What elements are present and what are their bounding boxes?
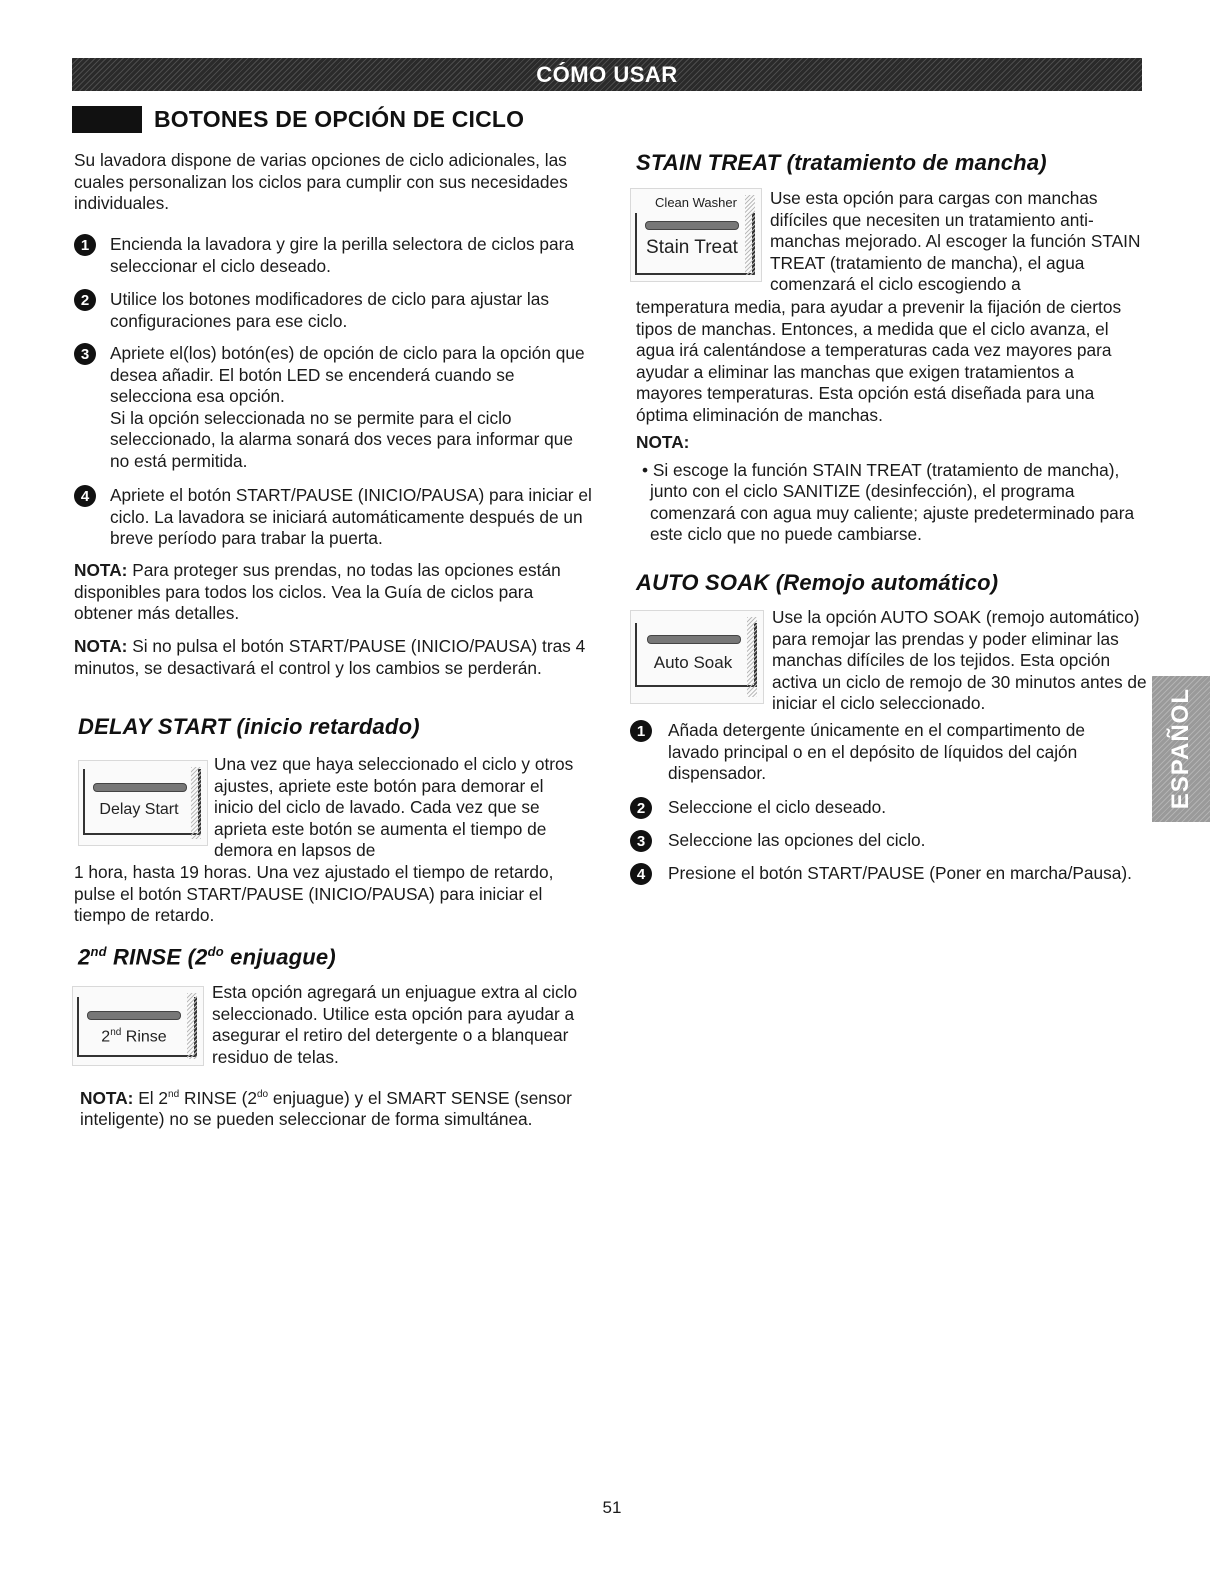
intro-paragraph: Su lavadora dispone de varias opciones de ciclo adicionales, las cuales personalizan los ciclos para cumplir con sus necesidades individuales. — [74, 150, 568, 214]
second-rinse-button-illustration — [72, 986, 204, 1066]
section-banner — [72, 58, 1142, 91]
delay-start-side-text: Una vez que haya seleccionado el ciclo y otros ajustes, apriete este botón para demorar el inicio del ciclo de lavado. Cada vez que se aprieta este botón se aumenta el tiempo de demora en lapsos de — [214, 754, 574, 861]
button-frame-icon — [635, 213, 755, 275]
stain-treat-text: temperatura media, para ayudar a prevenir la fijación de ciertos tipos de manchas. Entonces, a medida que el ciclo avanza, el agua irá calentándose a temperaturas cada vez mayores para ayudar a eliminar las manchas que exigen tratamientos a mayores temperaturas. Esta opción está diseñada para una óptima eliminación de manchas. — [636, 297, 1122, 425]
list-item — [630, 863, 1140, 885]
step-number-icon: 3 — [630, 830, 652, 852]
step-number-icon: 2 — [74, 289, 96, 311]
note-label: NOTA: — [636, 432, 690, 452]
step-text: Seleccione las opciones del ciclo. — [668, 830, 926, 850]
delay-start-text-block — [74, 862, 594, 927]
button-shade-icon — [747, 617, 757, 697]
section-heading — [72, 106, 524, 133]
second-rinse-text: Esta opción agregará un enjuague extra al ciclo seleccionado. Utilice esta opción para ayudar a asegurar el retiro del detergente o a blanquear residuo de telas. — [212, 982, 578, 1067]
step-number-icon: 4 — [74, 485, 96, 507]
button-label: Stain Treat — [646, 237, 738, 258]
delay-start-text: 1 hora, hasta 19 horas. Una vez ajustado el tiempo de retardo, pulse el botón START/PAUSE (INICIO/PAUSA) para iniciar el tiempo de retardo. — [74, 862, 554, 926]
step-number-icon: 4 — [630, 863, 652, 885]
note-bullet: • Si escoge la función STAIN TREAT (tratamiento de mancha), junto con el ciclo SANITIZE (desinfección), el programa comenzará con agua muy caliente; ajuste predeterminado para este ciclo que no puede cambiarse. — [642, 459, 1135, 545]
note-text: Si no pulsa el botón START/PAUSE (INICIO/PAUSA) tras 4 minutos, se desactivará el control y los cambios se perderán. — [74, 636, 586, 678]
list-item — [630, 830, 1140, 852]
note-label: NOTA: — [74, 636, 128, 656]
delay-start-side-text-block — [214, 754, 584, 862]
auto-soak-button-illustration — [630, 610, 764, 704]
delay-start-button-illustration — [78, 760, 208, 846]
button-shade-icon — [191, 767, 201, 839]
list-item — [74, 485, 594, 550]
list-item — [630, 797, 1140, 819]
list-item — [74, 343, 594, 473]
step-text: Añada detergente únicamente en el compartimento de lavado principal o en el depósito de líquidos del cajón dispensador. — [668, 720, 1085, 784]
list-item — [630, 720, 1140, 785]
step-text-continued: Si la opción seleccionada no se permite para el ciclo seleccionado, la alarma sonará dos veces para informar que no está permitida. — [110, 407, 574, 471]
step-text: Apriete el(los) botón(es) de opción de ciclo para la opción que desea añadir. El botón LED se encenderá cuando se selecciona esa opción. — [110, 343, 585, 407]
heading-bar — [72, 106, 142, 133]
language-label: ESPAÑOL — [1167, 688, 1194, 810]
stain-treat-button-illustration — [630, 188, 762, 282]
note-label: NOTA: — [74, 560, 128, 580]
note-block — [74, 560, 594, 625]
list-item — [74, 234, 594, 277]
auto-soak-side-text-block — [772, 607, 1154, 715]
button-frame-icon — [77, 997, 197, 1057]
step-number-icon: 2 — [630, 797, 652, 819]
note-paragraph — [74, 636, 594, 679]
note-paragraph — [74, 560, 594, 625]
step-text: Presione el botón START/PAUSE (Poner en marcha/Pausa). — [668, 863, 1132, 883]
step-number-icon: 3 — [74, 343, 96, 365]
step-text: Utilice los botones modificadores de ciclo para ajustar las configuraciones para ese ciclo. — [110, 289, 549, 331]
page-title: BOTONES DE OPCIÓN DE CICLO — [154, 106, 525, 132]
language-side-tab — [1152, 676, 1210, 822]
step-text: Apriete el botón START/PAUSE (INICIO/PAUSA) para iniciar el ciclo. La lavadora se iniciará automáticamente después de un breve período para trabar la puerta. — [110, 485, 592, 549]
stain-treat-side-text-block — [770, 188, 1144, 296]
note-text: Para proteger sus prendas, no todas las opciones están disponibles para todos los ciclos. Vea la Guía de ciclos para obtener más detalles. — [74, 560, 561, 624]
note-block — [74, 636, 594, 679]
panel-caption: Clean Washer — [655, 195, 737, 210]
step-text: Seleccione el ciclo deseado. — [668, 797, 887, 817]
button-frame-icon — [83, 769, 201, 835]
auto-soak-side-text: Use la opción AUTO SOAK (remojo automático) para remojar las prendas y poder eliminar las manchas difíciles de los tejidos. Esta opción activa un ciclo de remojo de 30 minutos antes de iniciar el ciclo seleccionado. — [772, 607, 1147, 714]
stain-treat-text-block — [636, 297, 1144, 427]
step-number-icon: 1 — [74, 234, 96, 256]
second-rinse-text-block — [212, 982, 592, 1068]
left-column — [74, 150, 594, 215]
button-label: Delay Start — [99, 801, 179, 818]
button-label: Auto Soak — [653, 653, 733, 672]
button-label: 2nd Rinse — [101, 1027, 167, 1046]
note-paragraph: NOTA: El 2nd RINSE ($2^{do}$ enjuague) y el SMART SENSE (sensor inteligente) no se pueden seleccionar de forma simultánea. — [80, 1087, 572, 1130]
page-number: 51 — [602, 1498, 622, 1517]
stain-treat-title: STAIN TREAT (tratamiento de mancha) — [636, 150, 1047, 175]
note-block — [636, 432, 1144, 546]
button-frame-icon — [635, 623, 757, 687]
second-rinse-title: 2nd RINSE ($2^{do}$ enjuague) — [78, 944, 336, 970]
auto-soak-title: AUTO SOAK (Remojo automático) — [636, 570, 999, 595]
banner-title: CÓMO USAR — [536, 61, 678, 87]
button-shade-icon — [187, 993, 197, 1059]
step-number-icon: 1 — [630, 720, 652, 742]
note-block — [80, 1084, 590, 1131]
delay-start-title: DELAY START (inicio retardado) — [78, 714, 420, 739]
button-shade-icon — [745, 195, 755, 275]
step-text: Encienda la lavadora y gire la perilla selectora de ciclos para seleccionar el ciclo deseado. — [110, 234, 574, 276]
list-item — [74, 289, 594, 332]
stain-treat-side-text: Use esta opción para cargas con manchas difíciles que necesiten un tratamiento anti-manchas mejorado. Al escoger la función STAIN TREAT (tratamiento de mancha), el agua comenzará el ciclo escogiendo a — [770, 188, 1141, 295]
